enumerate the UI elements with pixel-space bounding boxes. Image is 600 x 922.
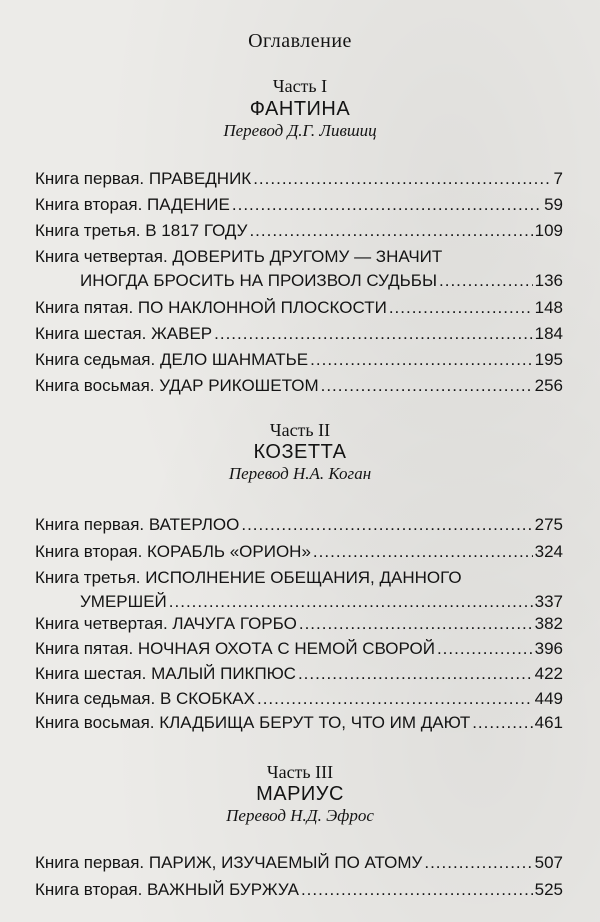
- leader-dots: [313, 540, 533, 564]
- entry-page: 136: [534, 271, 563, 290]
- leader-dots: [301, 878, 533, 902]
- entry-title: Книга вторая. ПАДЕНИЕ: [35, 195, 230, 214]
- part-1-label: Часть I: [272, 76, 328, 96]
- entry-title: Книга седьмая. В СКОБКАХ: [35, 689, 255, 708]
- toc-entry[interactable]: [35, 540, 563, 564]
- leader-dots: [439, 269, 533, 293]
- toc-entry[interactable]: [35, 296, 563, 320]
- toc-entry[interactable]: [35, 513, 563, 537]
- leader-dots: [253, 167, 551, 191]
- toc-entry[interactable]: [35, 851, 563, 875]
- entry-title: Книга пятая. ПО НАКЛОННОЙ ПЛОСКОСТИ: [35, 298, 387, 317]
- leader-dots: [249, 219, 532, 243]
- part-3-label: Часть III: [266, 762, 334, 782]
- part-3-translator: Перевод Н.Д. Эфрос: [226, 806, 374, 825]
- toc-entry[interactable]: [35, 711, 563, 735]
- entry-title: Книга вторая. КОРАБЛЬ «ОРИОН»: [35, 542, 311, 561]
- entry-title-continued: УМЕРШЕЙ: [80, 592, 167, 611]
- entry-page: 275: [534, 515, 563, 534]
- toc-entry[interactable]: [35, 662, 563, 686]
- toc-entry[interactable]: [35, 348, 563, 372]
- toc-entry[interactable]: [35, 687, 563, 711]
- entry-title: Книга первая. ВАТЕРЛОО: [35, 515, 240, 534]
- entry-page: 337: [534, 592, 563, 611]
- entry-page: 449: [534, 689, 563, 708]
- leader-dots: [257, 687, 533, 711]
- toc-entry[interactable]: [35, 193, 563, 217]
- entry-page: 525: [534, 880, 563, 899]
- entry-page: 382: [534, 614, 563, 633]
- entry-page: 422: [534, 664, 563, 683]
- part-2-label: Часть II: [269, 420, 331, 440]
- entry-page: 507: [534, 853, 563, 872]
- toc-heading: Оглавление: [248, 30, 352, 52]
- entry-title: Книга шестая. МАЛЫЙ ПИКПЮС: [35, 664, 296, 683]
- entry-page: 148: [534, 298, 563, 317]
- leader-dots: [472, 711, 532, 735]
- toc-entry[interactable]: [35, 637, 563, 661]
- entry-page: 109: [534, 221, 563, 240]
- toc-entry[interactable]: [35, 322, 563, 346]
- part-1-translator: Перевод Д.Г. Лившиц: [223, 121, 377, 140]
- leader-dots: [241, 513, 532, 537]
- entry-title: Книга восьмая. УДАР РИКОШЕТОМ: [35, 376, 319, 395]
- leader-dots: [169, 590, 533, 614]
- entry-page: 184: [534, 324, 563, 343]
- entry-title: Книга первая. ПРАВЕДНИК: [35, 169, 252, 188]
- toc-entry[interactable]: [35, 219, 563, 243]
- part-3-title: МАРИУС: [256, 783, 344, 805]
- part-2-title: КОЗЕТТА: [253, 441, 347, 463]
- leader-dots: [389, 296, 533, 320]
- entry-title: Книга третья. ИСПОЛНЕНИЕ ОБЕЩАНИЯ, ДАННОГО: [35, 568, 462, 587]
- leader-dots: [310, 348, 532, 372]
- leader-dots: [298, 662, 533, 686]
- entry-title: Книга первая. ПАРИЖ, ИЗУЧАЕМЫЙ ПО АТОМУ: [35, 853, 423, 872]
- entry-page: 195: [534, 350, 563, 369]
- leader-dots: [321, 374, 533, 398]
- entry-page: 7: [553, 169, 563, 188]
- entry-title: Книга шестая. ЖАВЕР: [35, 324, 213, 343]
- entry-title: Книга восьмая. КЛАДБИЩА БЕРУТ ТО, ЧТО ИМ ДАЮТ: [35, 713, 471, 732]
- entry-title: Книга пятая. НОЧНАЯ ОХОТА С НЕМОЙ СВОРОЙ: [35, 639, 435, 658]
- entry-page: 256: [534, 376, 563, 395]
- part-2-translator: Перевод Н.А. Коган: [228, 464, 372, 483]
- entry-title-continued: ИНОГДА БРОСИТЬ НА ПРОИЗВОЛ СУДЬБЫ: [80, 271, 438, 290]
- leader-dots: [214, 322, 532, 346]
- toc-entry[interactable]: [35, 167, 563, 191]
- toc-entry[interactable]: [35, 374, 563, 398]
- leader-dots: [437, 637, 533, 661]
- toc-entry[interactable]: [35, 612, 563, 636]
- leader-dots: [232, 193, 542, 217]
- entry-page: 396: [534, 639, 563, 658]
- entry-page: 461: [534, 713, 563, 732]
- entry-title: Книга седьмая. ДЕЛО ШАНМАТЬЕ: [35, 350, 309, 369]
- entry-page: 59: [544, 195, 563, 214]
- leader-dots: [424, 851, 532, 875]
- leader-dots: [299, 612, 533, 636]
- entry-title: Книга четвертая. ЛАЧУГА ГОРБО: [35, 614, 297, 633]
- toc-entry[interactable]: [35, 566, 563, 614]
- entry-page: 324: [534, 542, 563, 561]
- entry-title: Книга четвертая. ДОВЕРИТЬ ДРУГОМУ — ЗНАЧИТ: [35, 247, 443, 266]
- entry-title: Книга вторая. ВАЖНЫЙ БУРЖУА: [35, 880, 299, 899]
- entry-title: Книга третья. В 1817 ГОДУ: [35, 221, 248, 240]
- toc-entry[interactable]: [35, 245, 563, 293]
- toc-entry[interactable]: [35, 878, 563, 902]
- part-1-title: ФАНТИНА: [249, 98, 351, 120]
